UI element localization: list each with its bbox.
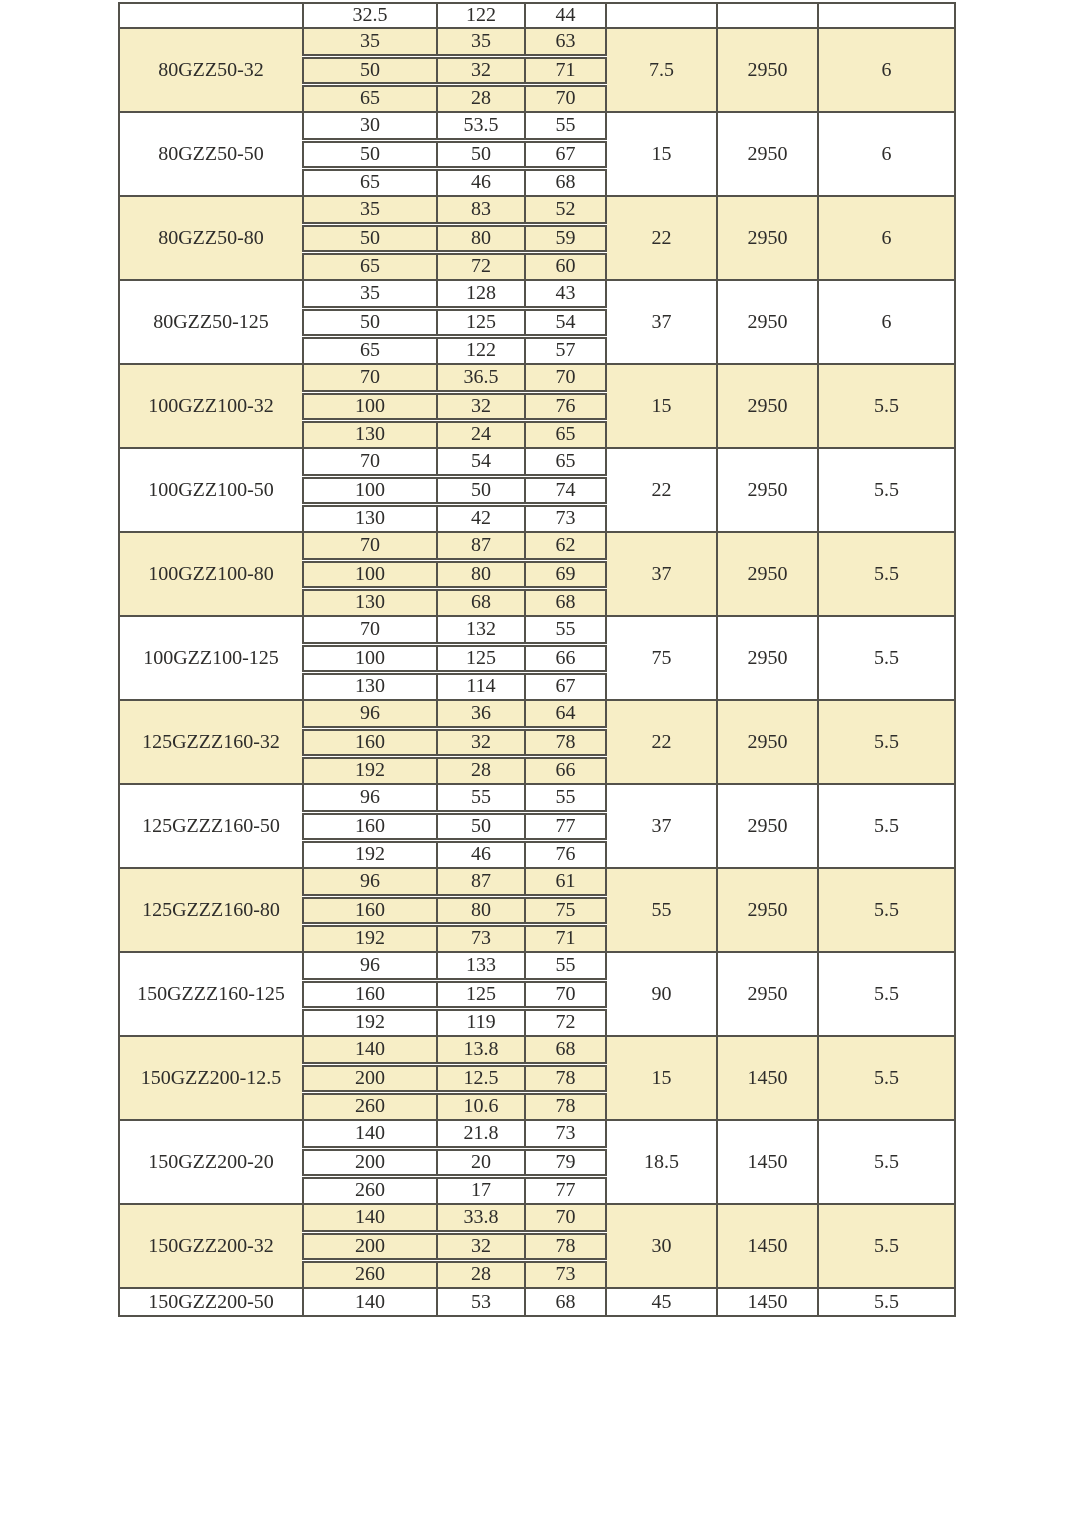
value-cell: 96	[303, 868, 437, 896]
value-cell: 32	[437, 1232, 525, 1260]
col6-cell: 2950	[717, 364, 818, 448]
col6-cell: 2950	[717, 952, 818, 1036]
value-cell: 50	[303, 308, 437, 336]
table-row	[119, 196, 955, 224]
col6-cell: 2950	[717, 784, 818, 868]
model-cell: 100GZZ100-50	[119, 448, 303, 532]
col7-cell: 5.5	[818, 1288, 955, 1316]
value-cell: 50	[303, 140, 437, 168]
value-cell: 200	[303, 1064, 437, 1092]
value-cell: 140	[303, 1036, 437, 1064]
col7-cell: 5.5	[818, 952, 955, 1036]
col5-cell: 15	[606, 112, 717, 196]
value-cell: 60	[525, 252, 606, 280]
col6-cell: 2950	[717, 616, 818, 700]
value-cell: 100	[303, 392, 437, 420]
col6-cell: 2950	[717, 448, 818, 532]
value-cell: 200	[303, 1148, 437, 1176]
value-cell: 55	[525, 616, 606, 644]
model-cell: 80GZZ50-125	[119, 280, 303, 364]
col5-cell: 22	[606, 448, 717, 532]
value-cell: 35	[303, 196, 437, 224]
value-cell: 100	[303, 476, 437, 504]
value-cell: 32	[437, 392, 525, 420]
value-cell: 36.5	[437, 364, 525, 392]
col5-cell: 18.5	[606, 1120, 717, 1204]
model-cell: 150GZZ200-32	[119, 1204, 303, 1288]
col5-cell: 22	[606, 196, 717, 280]
col6-cell: 1450	[717, 1288, 818, 1316]
value-cell: 132	[437, 616, 525, 644]
col6-cell: 1450	[717, 1036, 818, 1120]
col6-cell: 1450	[717, 1204, 818, 1288]
value-cell: 79	[525, 1148, 606, 1176]
col7-cell: 6	[818, 112, 955, 196]
col5-cell: 15	[606, 1036, 717, 1120]
col7-cell: 5.5	[818, 1204, 955, 1288]
value-cell: 130	[303, 588, 437, 616]
model-cell: 100GZZ100-125	[119, 616, 303, 700]
col6-cell: 2950	[717, 532, 818, 616]
table-row	[119, 616, 955, 644]
value-cell: 52	[525, 196, 606, 224]
model-group	[119, 868, 955, 952]
value-cell: 100	[303, 644, 437, 672]
value-cell: 50	[437, 476, 525, 504]
col6-cell: 2950	[717, 196, 818, 280]
model-cell: 150GZZ200-12.5	[119, 1036, 303, 1120]
value-cell: 260	[303, 1260, 437, 1288]
value-cell: 32	[437, 56, 525, 84]
value-cell: 70	[525, 1204, 606, 1232]
col6-cell: 1450	[717, 1120, 818, 1204]
value-cell: 130	[303, 420, 437, 448]
col6-cell	[717, 3, 818, 28]
value-cell: 260	[303, 1092, 437, 1120]
value-cell: 55	[525, 784, 606, 812]
value-cell: 17	[437, 1176, 525, 1204]
model-cell: 80GZZ50-80	[119, 196, 303, 280]
value-cell: 55	[437, 784, 525, 812]
value-cell: 74	[525, 476, 606, 504]
value-cell: 140	[303, 1120, 437, 1148]
col5-cell: 55	[606, 868, 717, 952]
value-cell: 71	[525, 924, 606, 952]
model-group	[119, 112, 955, 196]
col7-cell	[818, 3, 955, 28]
value-cell: 70	[303, 448, 437, 476]
value-cell: 66	[525, 644, 606, 672]
value-cell: 192	[303, 1008, 437, 1036]
table-row	[119, 1036, 955, 1064]
value-cell: 66	[525, 756, 606, 784]
table-row	[119, 532, 955, 560]
value-cell: 65	[525, 420, 606, 448]
value-cell: 125	[437, 644, 525, 672]
value-cell: 125	[437, 980, 525, 1008]
model-group	[119, 784, 955, 868]
value-cell: 114	[437, 672, 525, 700]
col7-cell: 5.5	[818, 700, 955, 784]
value-cell: 128	[437, 280, 525, 308]
col7-cell: 5.5	[818, 364, 955, 448]
value-cell: 68	[437, 588, 525, 616]
value-cell: 73	[525, 1120, 606, 1148]
value-cell: 78	[525, 728, 606, 756]
col7-cell: 5.5	[818, 784, 955, 868]
value-cell: 78	[525, 1232, 606, 1260]
col7-cell: 6	[818, 196, 955, 280]
value-cell: 133	[437, 952, 525, 980]
value-cell: 28	[437, 84, 525, 112]
value-cell: 76	[525, 840, 606, 868]
value-cell: 160	[303, 896, 437, 924]
value-cell: 76	[525, 392, 606, 420]
col6-cell: 2950	[717, 280, 818, 364]
value-cell: 50	[437, 140, 525, 168]
value-cell: 122	[437, 336, 525, 364]
model-cell: 100GZZ100-80	[119, 532, 303, 616]
value-cell: 30	[303, 112, 437, 140]
value-cell: 32.5	[303, 3, 437, 28]
model-group	[119, 616, 955, 700]
value-cell: 54	[437, 448, 525, 476]
value-cell: 96	[303, 700, 437, 728]
model-group	[119, 1204, 955, 1288]
value-cell: 64	[525, 700, 606, 728]
value-cell: 260	[303, 1176, 437, 1204]
col7-cell: 5.5	[818, 448, 955, 532]
value-cell: 87	[437, 868, 525, 896]
value-cell: 50	[437, 812, 525, 840]
value-cell: 68	[525, 588, 606, 616]
value-cell: 36	[437, 700, 525, 728]
value-cell: 57	[525, 336, 606, 364]
model-cell: 100GZZ100-32	[119, 364, 303, 448]
value-cell: 65	[303, 252, 437, 280]
value-cell: 160	[303, 728, 437, 756]
value-cell: 96	[303, 952, 437, 980]
model-group	[119, 448, 955, 532]
value-cell: 75	[525, 896, 606, 924]
value-cell: 72	[437, 252, 525, 280]
col5-cell: 90	[606, 952, 717, 1036]
value-cell: 53.5	[437, 112, 525, 140]
table-row	[119, 28, 955, 56]
col5-cell: 45	[606, 1288, 717, 1316]
value-cell: 122	[437, 3, 525, 28]
value-cell: 70	[525, 84, 606, 112]
value-cell: 65	[525, 448, 606, 476]
model-cell: 125GZZZ160-50	[119, 784, 303, 868]
col5-cell: 37	[606, 532, 717, 616]
value-cell: 10.6	[437, 1092, 525, 1120]
model-cell: 150GZZ200-20	[119, 1120, 303, 1204]
col5-cell: 22	[606, 700, 717, 784]
value-cell: 13.8	[437, 1036, 525, 1064]
table-row	[119, 364, 955, 392]
table-row	[119, 784, 955, 812]
value-cell: 78	[525, 1092, 606, 1120]
value-cell: 55	[525, 952, 606, 980]
value-cell: 87	[437, 532, 525, 560]
model-group	[119, 532, 955, 616]
value-cell: 80	[437, 896, 525, 924]
value-cell: 70	[525, 364, 606, 392]
value-cell: 32	[437, 728, 525, 756]
col7-cell: 5.5	[818, 616, 955, 700]
table-row	[119, 1120, 955, 1148]
value-cell: 140	[303, 1288, 437, 1316]
value-cell: 125	[437, 308, 525, 336]
value-cell: 192	[303, 756, 437, 784]
model-group	[119, 700, 955, 784]
value-cell: 53	[437, 1288, 525, 1316]
value-cell: 130	[303, 504, 437, 532]
model-group	[119, 196, 955, 280]
value-cell: 55	[525, 112, 606, 140]
value-cell: 65	[303, 168, 437, 196]
value-cell: 33.8	[437, 1204, 525, 1232]
model-group	[119, 280, 955, 364]
model-cell	[119, 3, 303, 28]
table-row	[119, 700, 955, 728]
col7-cell: 5.5	[818, 532, 955, 616]
value-cell: 68	[525, 168, 606, 196]
model-group	[119, 28, 955, 112]
table-row	[119, 448, 955, 476]
value-cell: 44	[525, 3, 606, 28]
col5-cell	[606, 3, 717, 28]
value-cell: 73	[525, 504, 606, 532]
value-cell: 59	[525, 224, 606, 252]
value-cell: 35	[437, 28, 525, 56]
value-cell: 140	[303, 1204, 437, 1232]
col6-cell: 2950	[717, 28, 818, 112]
value-cell: 67	[525, 140, 606, 168]
value-cell: 70	[303, 616, 437, 644]
table-row	[119, 3, 955, 28]
value-cell: 200	[303, 1232, 437, 1260]
table-row	[119, 1288, 955, 1316]
value-cell: 46	[437, 168, 525, 196]
value-cell: 28	[437, 756, 525, 784]
model-group	[119, 1120, 955, 1204]
value-cell: 80	[437, 224, 525, 252]
col7-cell: 5.5	[818, 1120, 955, 1204]
value-cell: 100	[303, 560, 437, 588]
value-cell: 70	[525, 980, 606, 1008]
col6-cell: 2950	[717, 700, 818, 784]
value-cell: 68	[525, 1036, 606, 1064]
value-cell: 35	[303, 280, 437, 308]
value-cell: 70	[303, 532, 437, 560]
value-cell: 62	[525, 532, 606, 560]
model-cell: 125GZZZ160-80	[119, 868, 303, 952]
col7-cell: 5.5	[818, 868, 955, 952]
value-cell: 12.5	[437, 1064, 525, 1092]
value-cell: 50	[303, 224, 437, 252]
col5-cell: 75	[606, 616, 717, 700]
model-group	[119, 1288, 955, 1316]
value-cell: 130	[303, 672, 437, 700]
table-row	[119, 112, 955, 140]
table-row	[119, 952, 955, 980]
value-cell: 69	[525, 560, 606, 588]
col7-cell: 6	[818, 28, 955, 112]
model-cell: 80GZZ50-32	[119, 28, 303, 112]
value-cell: 83	[437, 196, 525, 224]
value-cell: 46	[437, 840, 525, 868]
model-group	[119, 1036, 955, 1120]
value-cell: 80	[437, 560, 525, 588]
pump-spec-table	[118, 2, 956, 1317]
table-row	[119, 1204, 955, 1232]
value-cell: 54	[525, 308, 606, 336]
value-cell: 77	[525, 812, 606, 840]
value-cell: 77	[525, 1176, 606, 1204]
value-cell: 71	[525, 56, 606, 84]
col5-cell: 37	[606, 280, 717, 364]
value-cell: 73	[437, 924, 525, 952]
value-cell: 28	[437, 1260, 525, 1288]
value-cell: 63	[525, 28, 606, 56]
value-cell: 96	[303, 784, 437, 812]
col5-cell: 30	[606, 1204, 717, 1288]
value-cell: 65	[303, 84, 437, 112]
model-group	[119, 3, 955, 28]
model-cell: 80GZZ50-50	[119, 112, 303, 196]
value-cell: 43	[525, 280, 606, 308]
model-group	[119, 952, 955, 1036]
value-cell: 70	[303, 364, 437, 392]
value-cell: 50	[303, 56, 437, 84]
col6-cell: 2950	[717, 868, 818, 952]
value-cell: 160	[303, 980, 437, 1008]
value-cell: 42	[437, 504, 525, 532]
value-cell: 72	[525, 1008, 606, 1036]
col7-cell: 6	[818, 280, 955, 364]
value-cell: 65	[303, 336, 437, 364]
value-cell: 68	[525, 1288, 606, 1316]
value-cell: 119	[437, 1008, 525, 1036]
value-cell: 61	[525, 868, 606, 896]
value-cell: 35	[303, 28, 437, 56]
model-group	[119, 364, 955, 448]
model-cell: 150GZZ200-50	[119, 1288, 303, 1316]
table-row	[119, 280, 955, 308]
model-cell: 125GZZZ160-32	[119, 700, 303, 784]
value-cell: 67	[525, 672, 606, 700]
value-cell: 24	[437, 420, 525, 448]
value-cell: 21.8	[437, 1120, 525, 1148]
value-cell: 192	[303, 924, 437, 952]
col7-cell: 5.5	[818, 1036, 955, 1120]
col5-cell: 37	[606, 784, 717, 868]
value-cell: 192	[303, 840, 437, 868]
value-cell: 20	[437, 1148, 525, 1176]
model-cell: 150GZZZ160-125	[119, 952, 303, 1036]
value-cell: 78	[525, 1064, 606, 1092]
col5-cell: 15	[606, 364, 717, 448]
col6-cell: 2950	[717, 112, 818, 196]
col5-cell: 7.5	[606, 28, 717, 112]
value-cell: 73	[525, 1260, 606, 1288]
value-cell: 160	[303, 812, 437, 840]
table-row	[119, 868, 955, 896]
